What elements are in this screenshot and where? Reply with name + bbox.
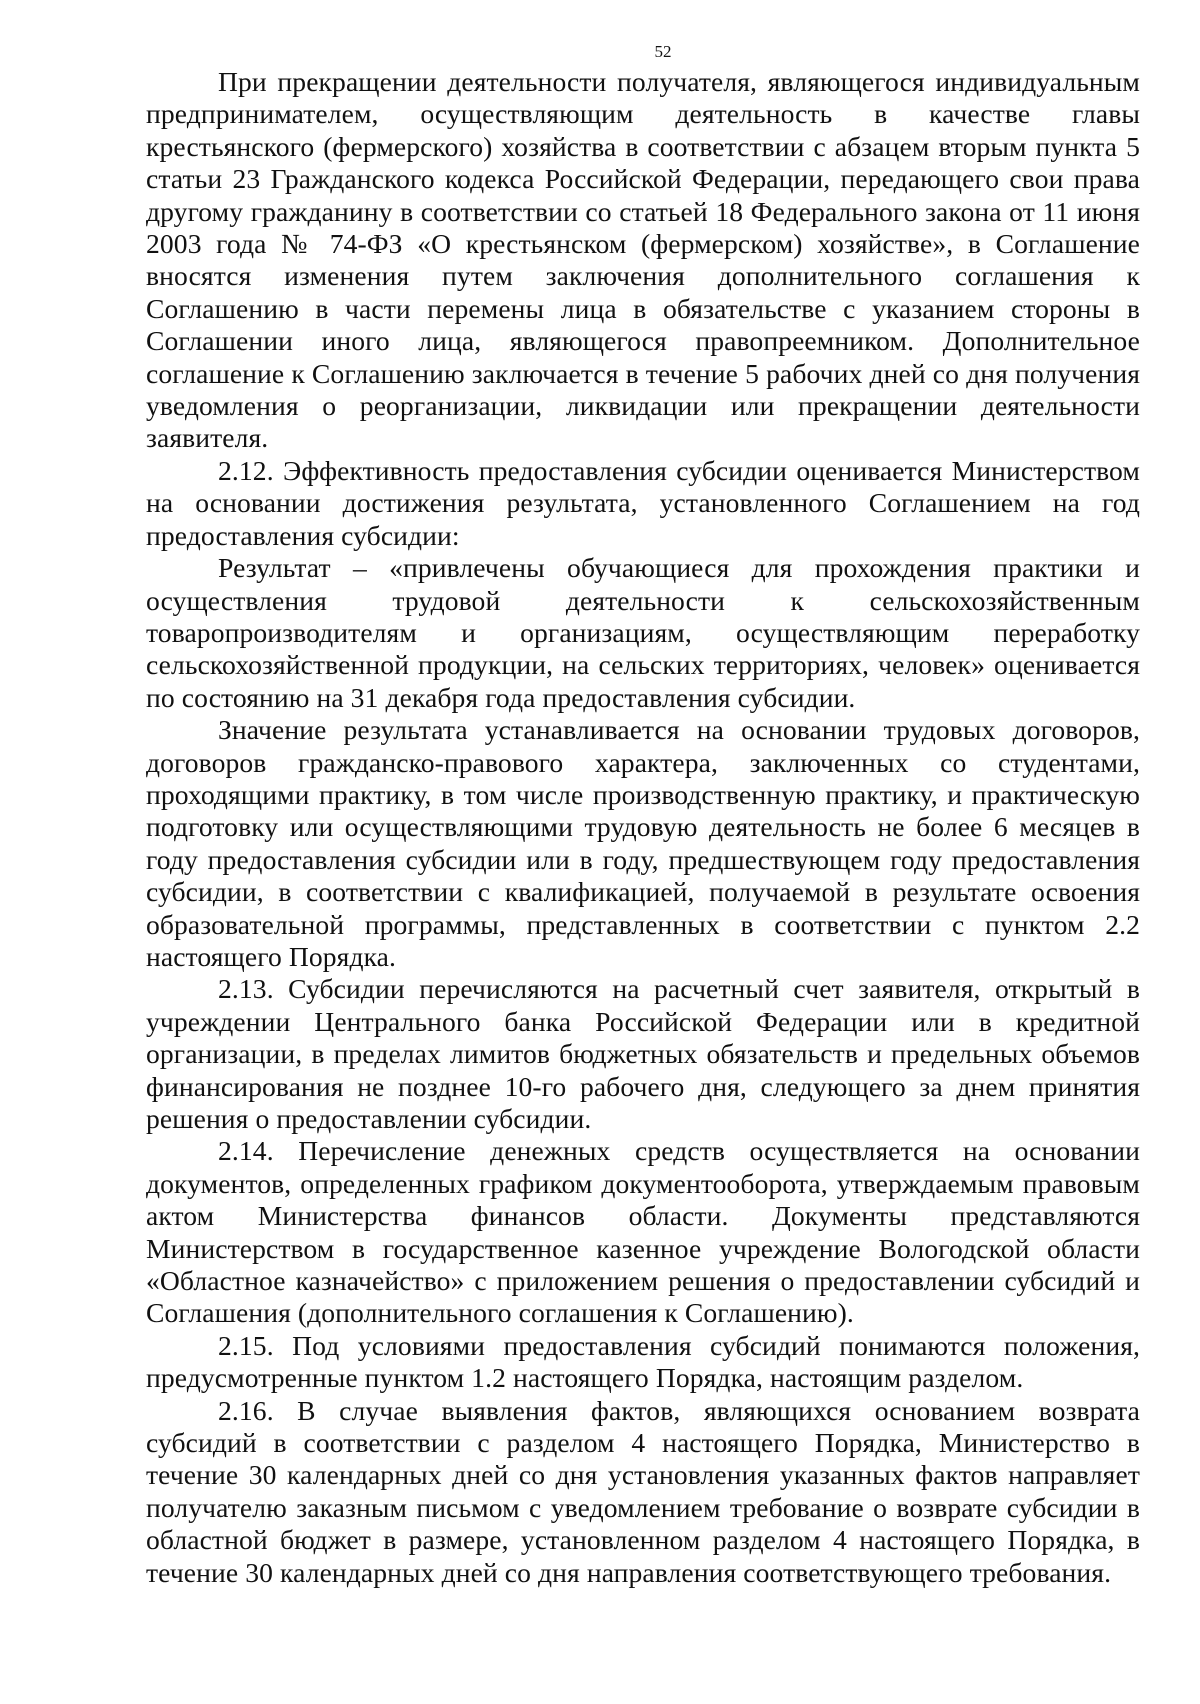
- page-number: 52: [654, 42, 672, 61]
- paragraph-result: Результат – «привлечены обучающиеся для прохождения практики и осуществления трудовой деятельности к сельскохозяйственным товаропроизводителям и организациям, осуществляющим переработку сельскохозяйственной продукции, на сельских территориях, человек» оценивается по состоянию на 31 декабря года предоставления субсидии.: [146, 552, 1140, 713]
- document-page: [146, 42, 1140, 1589]
- paragraph-2-16: 2.16. В случае выявления фактов, являющихся основанием возврата субсидий в соответствии с разделом 4 настоящего Порядка, Министерство в течение 30 календарных дней со дня установления указанных фактов направляет получателю заказным письмом с уведомлением требование о возврате субсидии в областной бюджет в размере, установленном разделом 4 настоящего Порядка, в течение 30 календарных дней со дня направления соответствующего требования.: [146, 1394, 1140, 1588]
- paragraph-2-14: 2.14. Перечисление денежных средств осуществляется на основании документов, определенных графиком документооборота, утверждаемым правовым актом Министерства финансов области. Документы представляются Министерством в государственное казенное учреждение Вологодской области «Областное казначейство» с приложением решения о предоставлении субсидий и Соглашения (дополнительного соглашения к Соглашению).: [146, 1135, 1140, 1329]
- paragraph-2-15: 2.15. Под условиями предоставления субсидий понимаются положения, предусмотренные пунктом 1.2 настоящего Порядка, настоящим разделом.: [146, 1329, 1140, 1394]
- paragraph-succession: При прекращении деятельности получателя, являющегося индивидуальным предпринимателем, осуществляющим деятельность в качестве главы крестьянского (фермерского) хозяйства в соответствии с абзацем вторым пункта 5 статьи 23 Гражданского кодекса Российской Федерации, передающего свои права другому гражданину в соответствии со статьей 18 Федерального закона от 11 июня 2003 года № 74-ФЗ «О крестьянском (фермерском) хозяйстве», в Соглашение вносятся изменения путем заключения дополнительного соглашения к Соглашению в части перемены лица в обязательстве с указанием стороны в Соглашении иного лица, являющегося правопреемником. Дополнительное соглашение к Соглашению заключается в течение 5 рабочих дней со дня получения уведомления о реорганизации, ликвидации или прекращении деятельности заявителя.: [146, 66, 1140, 454]
- paragraph-2-13: 2.13. Субсидии перечисляются на расчетный счет заявителя, открытый в учреждении Центрального банка Российской Федерации или в кредитной организации, в пределах лимитов бюджетных обязательств и предельных объемов финансирования не позднее 10-го рабочего дня, следующего за днем принятия решения о предоставлении субсидии.: [146, 973, 1140, 1134]
- paragraph-result-value: Значение результата устанавливается на основании трудовых договоров, договоров гражданско-правового характера, заключенных со студентами, проходящими практику, в том числе производственную практику, и практическую подготовку или осуществляющими трудовую деятельность не более 6 месяцев в году предоставления субсидии или в году, предшествующем году предоставления субсидии, в соответствии с квалификацией, получаемой в результате освоения образовательной программы, представленных в соответствии с пунктом 2.2 настоящего Порядка.: [146, 714, 1140, 972]
- paragraph-2-12: 2.12. Эффективность предоставления субсидии оценивается Министерством на основании достижения результата, установленного Соглашением на год предоставления субсидии:: [146, 454, 1140, 551]
